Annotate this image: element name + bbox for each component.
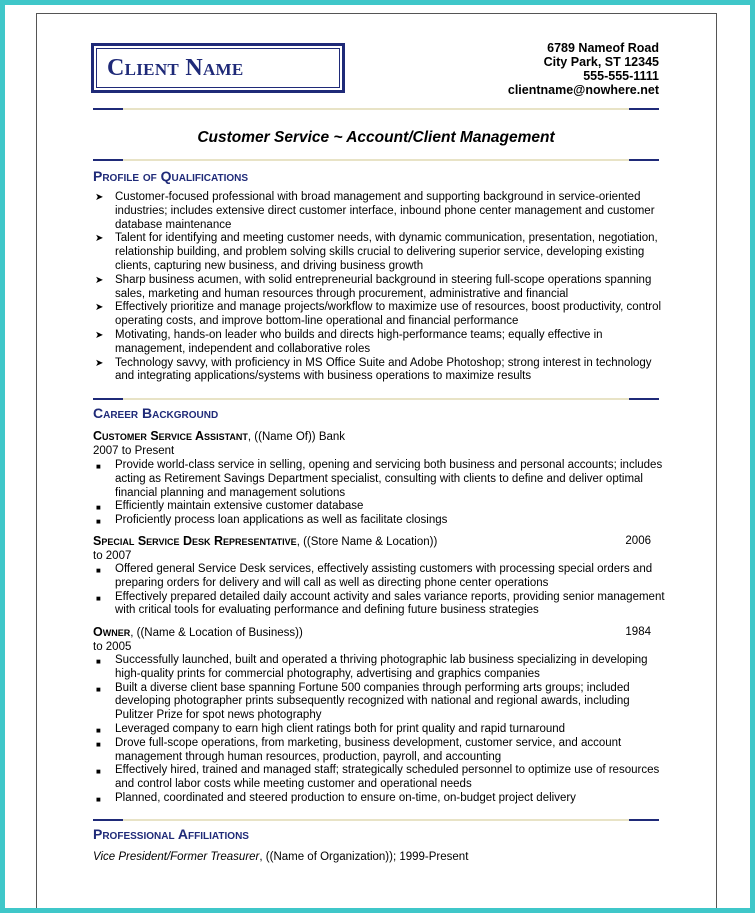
email: clientname@nowhere.net [507,83,659,97]
list-item-text: Drove full-scope operations, from marketing, business development, customer service, and account management through human resources, production, payroll, and accounting [115,736,622,763]
list-item-text: Efficiently maintain extensive customer database [115,500,364,513]
job-org: , ((Name & Location of Business)) [130,627,303,639]
bullet-icon: ■ [96,739,101,749]
list-item [93,563,668,591]
list-item-text: Proficiently process loan applications as well as facilitate closings [115,514,448,527]
bullet-icon: ➤ [95,274,104,286]
list-item [93,329,668,357]
list-item-text: Effectively prepared detailed daily account activity and sales variance reports, providing senior management with critical tools for evaluating performance and defining future business strategies [115,590,665,617]
list-item-text: Customer-focused professional with broad management and supporting background in service-oriented industries; includes extensive direct customer interface, inbound phone center management and customer database maintenance [115,191,655,231]
divider [93,107,659,111]
divider [93,158,659,162]
bullet-icon: ■ [96,503,101,513]
bullet-icon: ■ [96,593,101,603]
divider [93,397,659,401]
section-title-affiliations: Professional Affiliations [93,826,249,842]
list-item-text: Motivating, hands-on leader who builds and directs high-performance teams; equally effective in management, independent and collaborative roles [115,328,603,355]
list-item-text: Planned, coordinated and steered production to ensure on-time, on-budget project delivery [115,791,576,804]
client-name: Client Name [107,54,244,81]
job-1 [93,535,659,564]
list-item [93,500,668,514]
bullet-icon: ■ [96,462,101,471]
list-item [93,723,668,737]
job-org: , ((Store Name & Location)) [296,536,438,548]
divider [93,818,659,822]
bullet-icon: ➤ [95,302,104,314]
address: 6789 Nameof Road [547,41,659,55]
list-item [93,792,668,806]
bullet-icon: ■ [96,725,101,735]
client-name-box [91,43,345,93]
section-title-career: Career Background [93,405,219,421]
phone: 555-555-1111 [583,69,659,83]
job-title: Customer Service Assistant [93,429,248,443]
bullet-icon: ➤ [95,357,104,369]
bullet-icon: ■ [96,517,101,527]
bullet-icon: ■ [96,684,101,694]
headline: Customer Service ~ Account/Client Management [197,129,555,146]
bullet-icon: ■ [96,794,101,804]
job-title: Owner [93,625,131,639]
list-item [93,191,668,232]
list-item [93,737,668,765]
list-item-text: Talent for identifying and meeting customer needs, with dynamic communication, presentation, negotiation, relationship building, and problem solving skills crucial to delivering superior service, developing existing clients, capturing new business, and driving business growth [115,232,658,272]
list-item [93,357,668,385]
job-2 [93,626,659,655]
list-item [93,654,668,682]
job-1-list [93,563,668,618]
job-dates: to 2005 [93,640,132,653]
bullet-icon: ■ [96,657,101,666]
list-item-text: Successfully launched, built and operated a thriving photographic lab business specializing in developing high-quality prints for commercial photography, advertising and graphics companies [115,654,648,680]
affiliation-line [93,851,468,863]
job-year: 2006 [625,535,651,547]
bullet-icon: ➤ [95,233,104,245]
profile-list [93,191,668,384]
contact-block [508,41,659,97]
list-item-text: Effectively prioritize and manage projects/workflow to maximize use of resources, boost productivity, control operating costs, and improve bottom-line operational and financial performance [115,301,662,328]
job-0-list [93,459,668,528]
bullet-icon: ■ [96,767,101,777]
affiliation-role: Vice President/Former Treasurer [93,851,260,863]
list-item-text: Offered general Service Desk services, effectively assisting customers with processing special orders and preparing orders for delivery and will call as well as directing phone center operations [115,563,653,589]
list-item-text: Provide world-class service in selling, opening and servicing both business and personal accounts; includes acting as Retirement Savings Department specialist, consulting with clients to define and deliver optimal financial planning and management solutions [115,459,663,499]
list-item [93,301,668,329]
job-dates: 2007 to Present [93,444,175,457]
list-item [93,459,668,500]
list-item [93,232,668,273]
list-item-text: Built a diverse client base spanning Fortune 500 companies through performing arts groups; included developing photographer prints subsequently recognized with national and regional awards, including Pulitzer Prize for spot news photography [115,681,630,722]
job-2-list [93,654,668,806]
section-title-profile: Profile of Qualifications [93,168,249,184]
list-item-text: Leveraged company to earn high client ratings both for print quality and rapid turnaround [115,722,566,735]
list-item [93,682,668,723]
job-0 [93,430,659,459]
list-item-text: Technology savvy, with proficiency in MS Office Suite and Adobe Photoshop; strong interest in technology and integrating applications/systems with business operations to maximize results [115,356,652,383]
job-org: , ((Name Of)) Bank [247,431,346,443]
bullet-icon: ■ [96,566,101,575]
list-item-text: Sharp business acumen, with solid entrepreneurial background in steering full-scope operations spanning sales, marketing and human resources through procurement, administrative and financial [115,273,652,300]
bullet-icon: ➤ [95,329,104,341]
job-year: 1984 [625,626,651,638]
list-item-text: Effectively hired, trained and managed staff; strategically scheduled personnel to optimize use of resources and control labor costs while meeting customer and operational needs [115,764,660,791]
affiliation-detail: , ((Name of Organization)); 1999-Present [259,851,469,863]
list-item [93,274,668,302]
bullet-icon: ➤ [95,192,104,203]
list-item [93,764,668,792]
job-title: Special Service Desk Representative [93,534,297,548]
list-item [93,591,668,619]
list-item [93,514,668,528]
city: City Park, ST 12345 [543,55,659,69]
job-dates: to 2007 [93,549,132,562]
